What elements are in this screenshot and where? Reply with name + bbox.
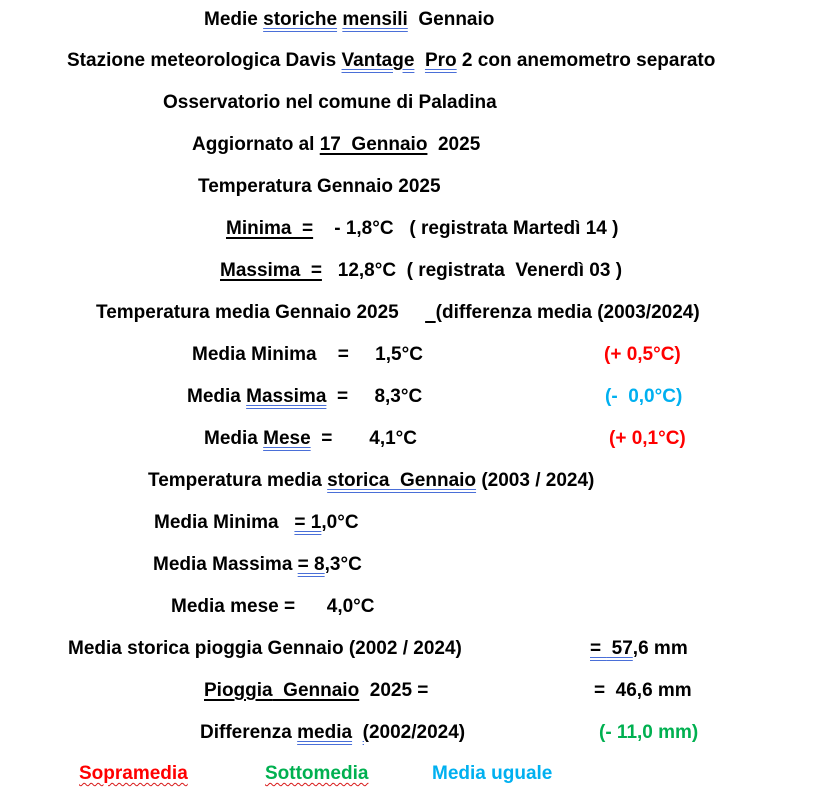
rain-current-label [204,679,428,703]
historical-max-value: ,3°C [324,554,362,575]
rain-diff-text: Differenza [200,722,298,743]
mean-temp-title [96,301,700,325]
month-temp-title: Temperatura Gennaio 2025 [198,176,441,197]
min-temp-value: - 1,8°C ( registrata Martedì 14 ) [313,218,619,239]
rain-diff-text [352,722,363,743]
legend-above: Sopramedia [79,763,188,784]
station-line [67,49,715,73]
mean-max-text: Massima [246,386,327,407]
max-temp-line [220,259,622,283]
mean-max-diff: (- 0,0°C) [605,386,683,407]
historical-min-label: Media Minima [154,512,295,533]
historical-title-text: storica [327,470,390,491]
historical-min-value: ,0°C [321,512,359,533]
mean-temp-title-gap [425,302,436,323]
historical-title-text: Gennaio [400,470,477,491]
mean-min-label: Media Minima = 1,5°C [192,344,423,365]
title-line [204,8,494,32]
updated-text: 2025 [427,134,481,155]
rain-current-value: = 46,6 mm [594,680,692,701]
station-text: Vantage [341,50,415,71]
mean-month-diff: (+ 0,1°C) [609,428,686,449]
historical-title-text: Temperatura media [148,470,328,491]
mean-max-label [187,385,422,409]
legend-below: Sottomedia [265,763,369,784]
rain-historical-value [590,637,688,661]
rain-diff-value: (- 11,0 mm) [599,722,699,743]
rain-historical-value-text: ,6 mm [632,638,688,659]
mean-month-label [204,427,417,451]
mean-month-text: Mese [263,428,311,449]
historical-min-line [154,511,359,535]
title-text: Medie [204,9,264,30]
mean-temp-title-diff: (differenza media (2003/2024) [435,302,700,323]
max-temp-label: Massima = [220,260,322,281]
mean-month-value: = 4,1°C [310,428,417,449]
historical-title-text: (2003 / 2024) [476,470,595,491]
rain-historical-value-text: = [590,638,607,659]
station-text: Stazione meteorologica Davis [67,50,342,71]
historical-max-value: = 8 [297,554,325,575]
station-text: 2 con anemometro separato [456,50,716,71]
station-text: Pro [424,50,457,71]
max-temp-value: 12,8°C ( registrata Venerdì 03 ) [321,260,623,281]
rain-diff-text: ( [362,722,369,743]
historical-min-value: = 1 [294,512,322,533]
rain-diff-text: 2002/2024) [368,722,466,743]
rain-historical-value-text: 57 [606,638,633,659]
rain-diff-text: media [297,722,353,743]
mean-temp-title-text: Temperatura media Gennaio 2025 [96,302,426,323]
historical-title-text [389,470,400,491]
mean-min-diff: (+ 0,5°C) [604,344,681,365]
updated-line [192,133,480,157]
updated-text: Aggiornato al [192,134,320,155]
mean-max-text: Media [187,386,247,407]
legend-equal: Media uguale [432,763,553,784]
station-text [414,50,425,71]
historical-max-line [153,553,362,577]
title-text: mensili [342,9,408,30]
title-text: Gennaio [407,9,495,30]
observatory-line: Osservatorio nel comune di Paladina [163,92,497,113]
historical-title [148,469,594,493]
min-temp-line [226,217,618,241]
mean-max-value: = 8,3°C [326,386,423,407]
rain-current-text: Pioggia [204,680,273,701]
updated-date: 17 Gennaio [319,134,428,155]
rain-current-text: 2025 = [359,680,429,701]
rain-historical-label: Media storica pioggia Gennaio (2002 / 2024) [68,638,462,659]
title-text: storiche [263,9,338,30]
rain-diff-label [200,721,465,745]
mean-month-text: Media [204,428,264,449]
historical-month-line: Media mese = 4,0°C [171,596,375,617]
historical-max-label: Media Massima [153,554,298,575]
rain-current-text: Gennaio [272,680,360,701]
min-temp-label: Minima = [226,218,314,239]
